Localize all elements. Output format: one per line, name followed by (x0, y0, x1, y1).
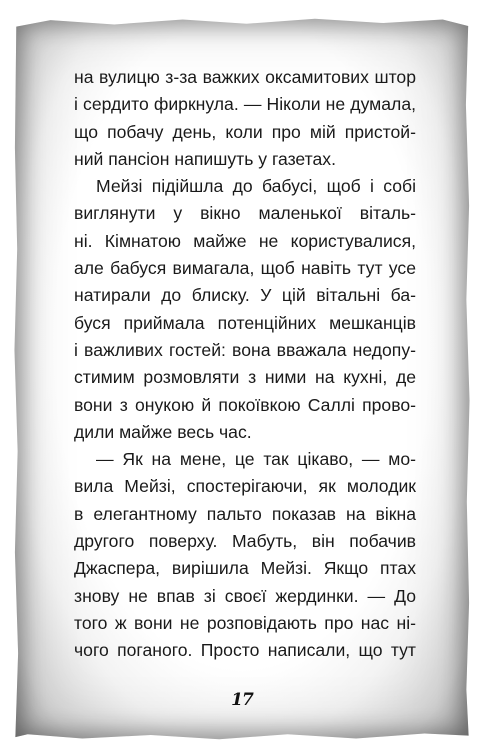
text-line: буся приймала потенційних мешканців (74, 312, 416, 333)
text-line: виглянути у вікно маленької віталь- (74, 203, 416, 224)
text-line: і сердито фиркнула. — Ніколи не думала, (74, 94, 416, 115)
text-line: того ж вони не розповідають про нас ні- (74, 612, 416, 633)
text-line: на вулицю з-за важких оксамитових штор (74, 67, 416, 87)
text-line: вони з онукою й покоївкою Саллі прово- (74, 394, 416, 415)
text-line: що побачу день, коли про мій пристой- (74, 121, 416, 142)
text-line: чого поганого. Просто написали, що тут (74, 640, 416, 661)
text-line: натирали до блиску. У цій вітальні ба- (74, 285, 416, 306)
text-line: в елегантному пальто показав на вікна (74, 503, 416, 524)
text-line: Джаспера, вирішила Мейзі. Якщо птах (74, 558, 416, 579)
text-line: вила Мейзі, спостерігаючи, як молодик (74, 476, 416, 497)
text-column (74, 64, 416, 665)
text-line: але бабуся вимагала, щоб навіть тут усе (74, 258, 416, 279)
text-line: другого поверху. Мабуть, він побачив (74, 531, 416, 552)
paragraph-last-line: дили майже весь час. (74, 421, 252, 442)
paragraph-first-line: Мейзі підійшла до бабусі, щоб і собі (96, 176, 416, 197)
text-line: стимим розмовляти з ними на кухні, де (74, 367, 416, 388)
paragraph-first-line: — Як на мене, це так цікаво, — мо- (96, 449, 416, 470)
text-line: і важливих гостей: вона вважала недопу- (74, 339, 416, 360)
page-number: 17 (231, 690, 253, 710)
text-line: ні. Кімнатою майже не користувалися, (74, 230, 416, 251)
paragraph-last-line: ний пансіон напишуть у газетах. (74, 148, 336, 169)
text-line: знову не впав зі своєї жердинки. — До (74, 585, 416, 606)
